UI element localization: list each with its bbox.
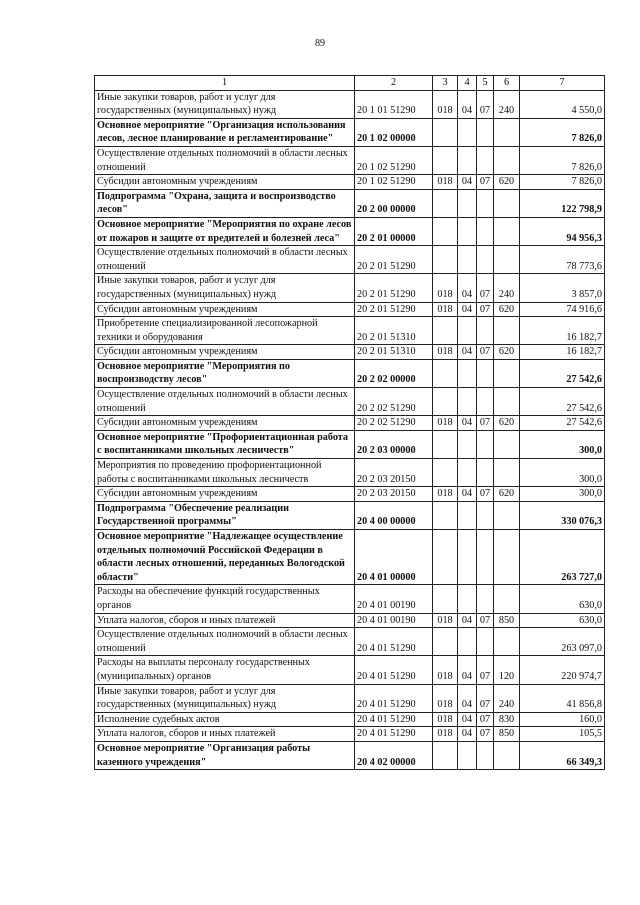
row-expense-type-cell: 620	[494, 345, 520, 360]
table-row	[95, 501, 605, 529]
table-row	[95, 628, 605, 656]
row-code-cell: 20 1 02 51290	[355, 175, 433, 190]
row-code-cell: 20 2 01 51290	[355, 302, 433, 317]
row-section-cell: 04	[458, 90, 477, 118]
row-ministry-cell	[433, 430, 458, 458]
row-expense-type-cell: 620	[494, 416, 520, 431]
row-code-cell: 20 2 02 51290	[355, 416, 433, 431]
row-name-cell: Расходы на выплаты персоналу государственных (муниципальных) органов	[95, 656, 355, 684]
row-code-cell: 20 2 01 51290	[355, 246, 433, 274]
row-name-cell: Основное мероприятие "Организация работы казенного учреждения"	[95, 741, 355, 769]
row-amount-cell: 330 076,3	[520, 501, 605, 529]
row-ministry-cell: 018	[433, 487, 458, 502]
table-row	[95, 727, 605, 742]
table-row	[95, 359, 605, 387]
row-amount-cell: 263 097,0	[520, 628, 605, 656]
row-subsection-cell: 07	[477, 90, 494, 118]
row-expense-type-cell	[494, 459, 520, 487]
row-amount-cell: 300,0	[520, 430, 605, 458]
row-expense-type-cell	[494, 317, 520, 345]
row-ministry-cell: 018	[433, 712, 458, 727]
row-ministry-cell	[433, 741, 458, 769]
row-name-cell: Расходы на обеспечение функций государственных органов	[95, 585, 355, 613]
row-code-cell: 20 2 03 00000	[355, 430, 433, 458]
row-subsection-cell	[477, 501, 494, 529]
row-subsection-cell	[477, 118, 494, 146]
row-ministry-cell	[433, 246, 458, 274]
row-ministry-cell	[433, 388, 458, 416]
row-amount-cell: 78 773,6	[520, 246, 605, 274]
row-ministry-cell	[433, 530, 458, 585]
row-amount-cell: 105,5	[520, 727, 605, 742]
row-name-cell: Основное мероприятие "Мероприятия по воспроизводству лесов"	[95, 359, 355, 387]
row-section-cell	[458, 118, 477, 146]
row-expense-type-cell	[494, 741, 520, 769]
row-section-cell	[458, 359, 477, 387]
row-section-cell: 04	[458, 345, 477, 360]
row-amount-cell: 74 916,6	[520, 302, 605, 317]
table-row	[95, 345, 605, 360]
row-subsection-cell	[477, 530, 494, 585]
row-name-cell: Основное мероприятие "Профориентационная работа с воспитанниками школьных лесничеств"	[95, 430, 355, 458]
row-amount-cell: 66 349,3	[520, 741, 605, 769]
row-ministry-cell	[433, 459, 458, 487]
row-code-cell: 20 2 01 51310	[355, 345, 433, 360]
row-name-cell: Осуществление отдельных полномочий в области лесных отношений	[95, 388, 355, 416]
row-amount-cell: 263 727,0	[520, 530, 605, 585]
row-section-cell: 04	[458, 712, 477, 727]
row-expense-type-cell: 240	[494, 274, 520, 302]
row-code-cell: 20 4 02 00000	[355, 741, 433, 769]
column-header: 7	[520, 76, 605, 91]
row-name-cell: Субсидии автономным учреждениям	[95, 302, 355, 317]
row-subsection-cell: 07	[477, 487, 494, 502]
row-expense-type-cell: 120	[494, 656, 520, 684]
row-code-cell: 20 4 01 51290	[355, 727, 433, 742]
row-name-cell: Основное мероприятие "Организация использования лесов, лесное планирование и регламентирование"	[95, 118, 355, 146]
row-section-cell	[458, 628, 477, 656]
row-code-cell: 20 1 01 51290	[355, 90, 433, 118]
row-section-cell	[458, 430, 477, 458]
budget-table	[94, 75, 605, 770]
row-expense-type-cell	[494, 585, 520, 613]
row-code-cell: 20 2 02 51290	[355, 388, 433, 416]
row-ministry-cell: 018	[433, 416, 458, 431]
table-row	[95, 189, 605, 217]
row-amount-cell: 300,0	[520, 487, 605, 502]
table-row	[95, 530, 605, 585]
row-ministry-cell: 018	[433, 274, 458, 302]
row-code-cell: 20 4 01 00190	[355, 613, 433, 628]
row-section-cell	[458, 530, 477, 585]
row-ministry-cell	[433, 217, 458, 245]
row-ministry-cell	[433, 628, 458, 656]
row-ministry-cell: 018	[433, 656, 458, 684]
row-ministry-cell: 018	[433, 727, 458, 742]
row-amount-cell: 7 826,0	[520, 146, 605, 174]
row-code-cell: 20 2 01 51290	[355, 274, 433, 302]
row-amount-cell: 27 542,6	[520, 388, 605, 416]
row-expense-type-cell: 620	[494, 302, 520, 317]
table-row	[95, 487, 605, 502]
row-section-cell	[458, 459, 477, 487]
row-name-cell: Подпрограмма "Охрана, защита и воспроизводство лесов"	[95, 189, 355, 217]
row-amount-cell: 16 182,7	[520, 317, 605, 345]
row-name-cell: Осуществление отдельных полномочий в области лесных отношений	[95, 628, 355, 656]
row-section-cell: 04	[458, 727, 477, 742]
row-expense-type-cell: 240	[494, 90, 520, 118]
row-code-cell: 20 4 01 51290	[355, 628, 433, 656]
row-expense-type-cell: 830	[494, 712, 520, 727]
row-expense-type-cell	[494, 146, 520, 174]
row-section-cell	[458, 189, 477, 217]
row-amount-cell: 27 542,6	[520, 416, 605, 431]
row-name-cell: Иные закупки товаров, работ и услуг для государственных (муниципальных) нужд	[95, 90, 355, 118]
row-ministry-cell: 018	[433, 613, 458, 628]
row-subsection-cell	[477, 246, 494, 274]
row-subsection-cell	[477, 317, 494, 345]
row-expense-type-cell	[494, 501, 520, 529]
row-name-cell: Субсидии автономным учреждениям	[95, 416, 355, 431]
row-expense-type-cell: 850	[494, 727, 520, 742]
table-row	[95, 90, 605, 118]
row-subsection-cell	[477, 359, 494, 387]
row-code-cell: 20 1 02 51290	[355, 146, 433, 174]
row-ministry-cell	[433, 118, 458, 146]
row-subsection-cell	[477, 430, 494, 458]
table-row	[95, 712, 605, 727]
row-code-cell: 20 2 03 20150	[355, 459, 433, 487]
column-header: 4	[458, 76, 477, 91]
row-ministry-cell: 018	[433, 684, 458, 712]
row-code-cell: 20 4 01 51290	[355, 712, 433, 727]
row-code-cell: 20 4 01 51290	[355, 656, 433, 684]
row-amount-cell: 94 956,3	[520, 217, 605, 245]
row-amount-cell: 16 182,7	[520, 345, 605, 360]
row-subsection-cell: 07	[477, 175, 494, 190]
row-expense-type-cell	[494, 118, 520, 146]
row-amount-cell: 41 856,8	[520, 684, 605, 712]
row-amount-cell: 7 826,0	[520, 118, 605, 146]
row-name-cell: Мероприятия по проведению профориентационной работы с воспитанниками школьных лесничеств	[95, 459, 355, 487]
table-row	[95, 741, 605, 769]
table-row	[95, 146, 605, 174]
row-ministry-cell	[433, 585, 458, 613]
row-section-cell: 04	[458, 684, 477, 712]
row-expense-type-cell	[494, 388, 520, 416]
row-subsection-cell: 07	[477, 302, 494, 317]
row-amount-cell: 160,0	[520, 712, 605, 727]
row-section-cell	[458, 388, 477, 416]
row-ministry-cell: 018	[433, 175, 458, 190]
row-section-cell: 04	[458, 302, 477, 317]
row-subsection-cell	[477, 459, 494, 487]
row-expense-type-cell	[494, 430, 520, 458]
row-name-cell: Субсидии автономным учреждениям	[95, 487, 355, 502]
row-name-cell: Субсидии автономным учреждениям	[95, 345, 355, 360]
column-header: 5	[477, 76, 494, 91]
table-row	[95, 585, 605, 613]
row-ministry-cell	[433, 317, 458, 345]
column-header: 1	[95, 76, 355, 91]
row-subsection-cell: 07	[477, 613, 494, 628]
row-name-cell: Основное мероприятие "Надлежащее осуществление отдельных полномочий Российской Федерации в области лесных отношений, переданных Вологодской области"	[95, 530, 355, 585]
row-subsection-cell: 07	[477, 712, 494, 727]
row-amount-cell: 7 826,0	[520, 175, 605, 190]
row-section-cell	[458, 501, 477, 529]
row-section-cell	[458, 246, 477, 274]
row-name-cell: Осуществление отдельных полномочий в области лесных отношений	[95, 246, 355, 274]
row-section-cell: 04	[458, 416, 477, 431]
row-code-cell: 20 1 02 00000	[355, 118, 433, 146]
row-subsection-cell	[477, 585, 494, 613]
row-amount-cell: 630,0	[520, 613, 605, 628]
row-subsection-cell	[477, 628, 494, 656]
row-ministry-cell: 018	[433, 345, 458, 360]
row-code-cell: 20 2 00 00000	[355, 189, 433, 217]
table-row	[95, 613, 605, 628]
row-section-cell: 04	[458, 487, 477, 502]
row-ministry-cell	[433, 359, 458, 387]
row-section-cell	[458, 317, 477, 345]
row-name-cell: Приобретение специализированной лесопожарной техники и оборудования	[95, 317, 355, 345]
row-code-cell: 20 2 03 20150	[355, 487, 433, 502]
row-section-cell: 04	[458, 656, 477, 684]
row-amount-cell: 300,0	[520, 459, 605, 487]
row-expense-type-cell	[494, 217, 520, 245]
row-expense-type-cell	[494, 628, 520, 656]
table-row	[95, 302, 605, 317]
row-subsection-cell	[477, 189, 494, 217]
row-name-cell: Исполнение судебных актов	[95, 712, 355, 727]
row-expense-type-cell	[494, 189, 520, 217]
row-name-cell: Уплата налогов, сборов и иных платежей	[95, 613, 355, 628]
column-header: 2	[355, 76, 433, 91]
row-subsection-cell: 07	[477, 345, 494, 360]
row-amount-cell: 3 857,0	[520, 274, 605, 302]
row-subsection-cell	[477, 741, 494, 769]
row-name-cell: Основное мероприятие "Мероприятия по охране лесов от пожаров и защите от вредителей и болезней леса"	[95, 217, 355, 245]
row-code-cell: 20 4 00 00000	[355, 501, 433, 529]
table-row	[95, 175, 605, 190]
row-section-cell: 04	[458, 613, 477, 628]
column-header: 3	[433, 76, 458, 91]
row-name-cell: Субсидии автономным учреждениям	[95, 175, 355, 190]
row-subsection-cell: 07	[477, 274, 494, 302]
row-code-cell: 20 2 01 51310	[355, 317, 433, 345]
row-subsection-cell	[477, 146, 494, 174]
row-ministry-cell	[433, 501, 458, 529]
row-code-cell: 20 4 01 51290	[355, 684, 433, 712]
table-row	[95, 459, 605, 487]
row-expense-type-cell: 240	[494, 684, 520, 712]
row-name-cell: Уплата налогов, сборов и иных платежей	[95, 727, 355, 742]
row-name-cell: Осуществление отдельных полномочий в области лесных отношений	[95, 146, 355, 174]
row-expense-type-cell	[494, 530, 520, 585]
row-subsection-cell: 07	[477, 656, 494, 684]
row-subsection-cell: 07	[477, 684, 494, 712]
row-subsection-cell: 07	[477, 727, 494, 742]
table-row	[95, 317, 605, 345]
row-ministry-cell	[433, 146, 458, 174]
row-section-cell	[458, 741, 477, 769]
row-subsection-cell	[477, 388, 494, 416]
row-expense-type-cell: 850	[494, 613, 520, 628]
table-row	[95, 388, 605, 416]
column-header: 6	[494, 76, 520, 91]
table-row	[95, 430, 605, 458]
table-header-row	[95, 76, 605, 91]
row-name-cell: Подпрограмма "Обеспечение реализации Государственной программы"	[95, 501, 355, 529]
row-section-cell: 04	[458, 175, 477, 190]
row-section-cell	[458, 217, 477, 245]
table-row	[95, 274, 605, 302]
row-subsection-cell	[477, 217, 494, 245]
row-code-cell: 20 2 01 00000	[355, 217, 433, 245]
table-row	[95, 217, 605, 245]
row-ministry-cell	[433, 189, 458, 217]
table-row	[95, 416, 605, 431]
row-ministry-cell: 018	[433, 302, 458, 317]
row-name-cell: Иные закупки товаров, работ и услуг для государственных (муниципальных) нужд	[95, 684, 355, 712]
table-row	[95, 118, 605, 146]
row-expense-type-cell	[494, 359, 520, 387]
row-ministry-cell: 018	[433, 90, 458, 118]
table-row	[95, 246, 605, 274]
row-expense-type-cell: 620	[494, 175, 520, 190]
row-name-cell: Иные закупки товаров, работ и услуг для государственных (муниципальных) нужд	[95, 274, 355, 302]
row-subsection-cell: 07	[477, 416, 494, 431]
row-amount-cell: 630,0	[520, 585, 605, 613]
row-amount-cell: 122 798,9	[520, 189, 605, 217]
row-amount-cell: 4 550,0	[520, 90, 605, 118]
row-code-cell: 20 4 01 00190	[355, 585, 433, 613]
row-section-cell	[458, 585, 477, 613]
row-amount-cell: 220 974,7	[520, 656, 605, 684]
row-expense-type-cell	[494, 246, 520, 274]
table-row	[95, 656, 605, 684]
row-section-cell	[458, 146, 477, 174]
row-expense-type-cell: 620	[494, 487, 520, 502]
row-code-cell: 20 2 02 00000	[355, 359, 433, 387]
row-code-cell: 20 4 01 00000	[355, 530, 433, 585]
row-section-cell: 04	[458, 274, 477, 302]
table-row	[95, 684, 605, 712]
row-amount-cell: 27 542,6	[520, 359, 605, 387]
page-number: 89	[315, 38, 325, 49]
